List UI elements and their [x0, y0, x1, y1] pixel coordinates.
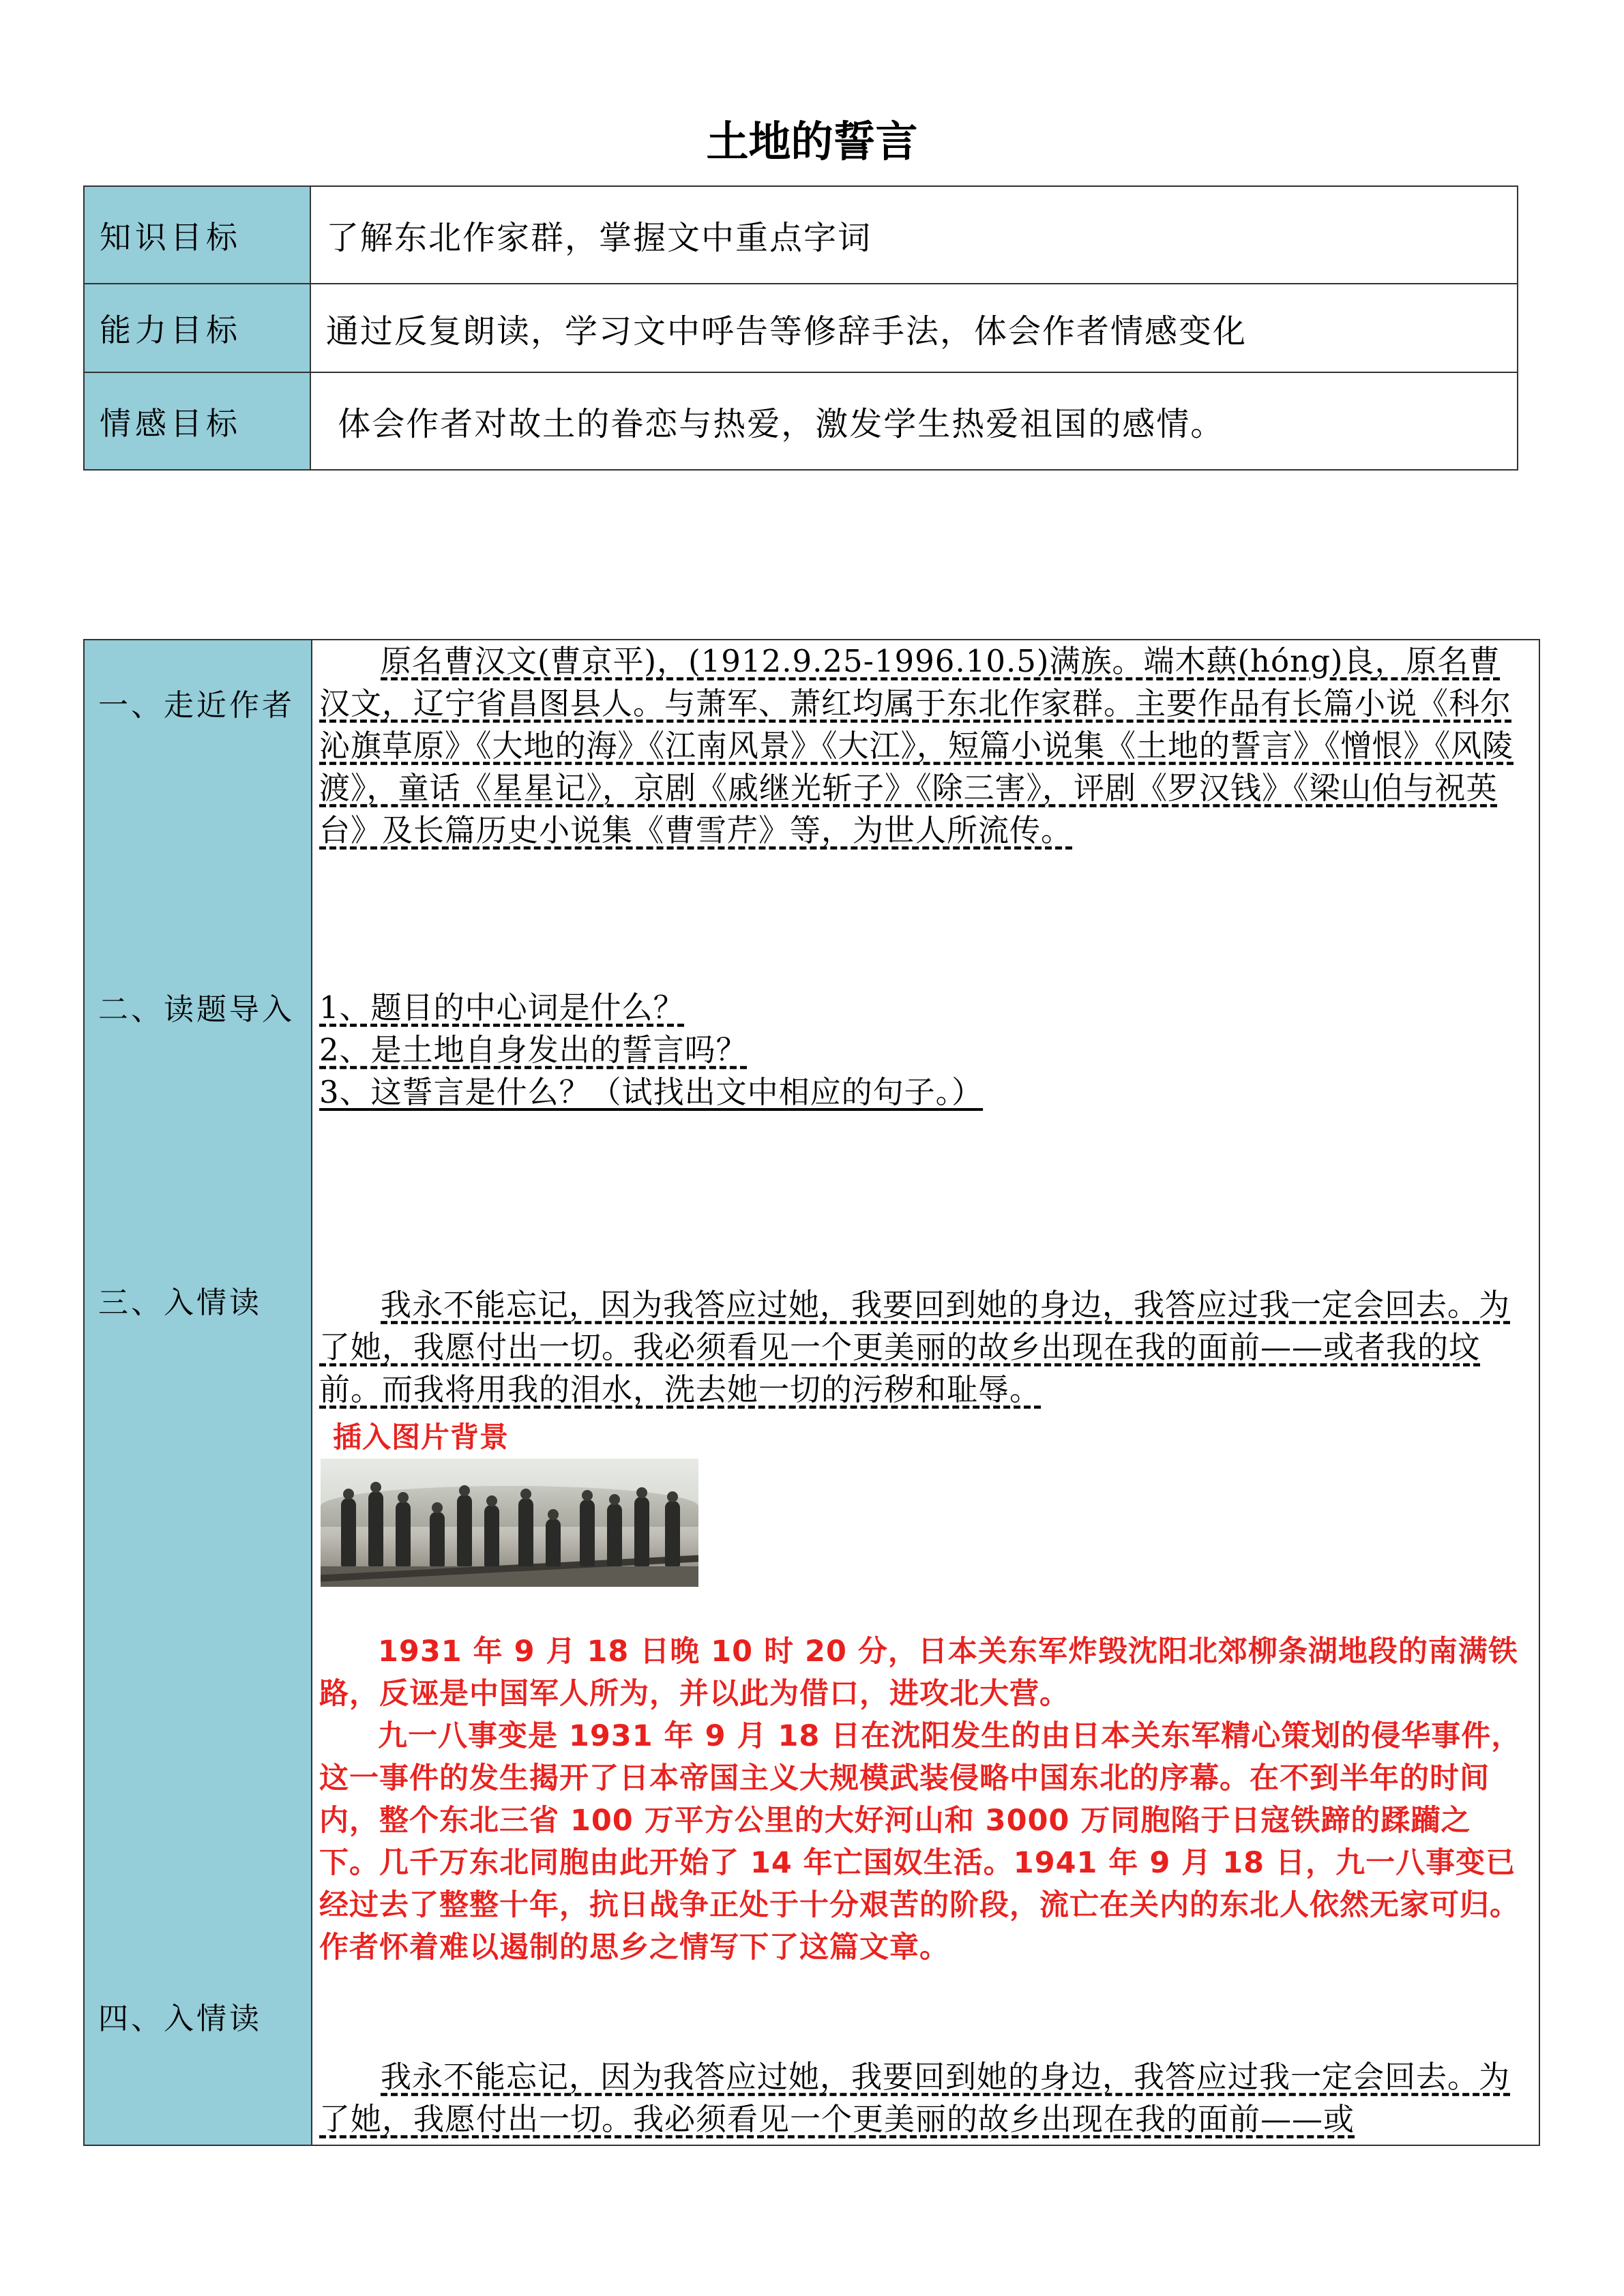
question-3: 3、这誓言是什么？（试找出文中相应的句子。） [319, 1074, 984, 1110]
lesson-table [83, 639, 1540, 2146]
section-label-title-intro: 二、读题导入 [98, 992, 295, 1027]
objective-row-emotion [85, 373, 1517, 469]
objectives-table [83, 185, 1518, 471]
history-paragraph-1: 1931 年 9 月 18 日晚 10 时 20 分，日本关东军炸毁沈阳北郊柳条湖地段的南满铁路，反诬是中国军人所为，并以此为借口，进攻北大营。 [319, 1635, 1518, 1711]
objective-label: 情感目标 [85, 373, 311, 469]
objective-label: 能力目标 [85, 284, 311, 372]
oath-quote-span: 我永不能忘记，因为我答应过她，我要回到她的身边，我答应过我一定会回去。为了她，我愿付出一切。我必须看见一个更美丽的故乡出现在我的面前——或者我的坟前。而我将用我的泪水，洗去她一切的污秽和耻辱。 [319, 1287, 1511, 1407]
oath-quote-repeat [319, 2056, 1526, 2141]
section-label-column [85, 640, 312, 2145]
page-title: 土地的誓言 [706, 117, 918, 166]
question-1: 1、题目的中心词是什么？ [319, 989, 685, 1026]
section-label-reading-2: 四、入情读 [98, 2001, 262, 2036]
section-content-column [312, 640, 1539, 2145]
historical-photo [321, 1459, 698, 1587]
objective-text: 通过反复朗读，学习文中呼告等修辞手法，体会作者情感变化 [326, 312, 1247, 351]
objective-text: 了解东北作家群，掌握文中重点字词 [326, 219, 872, 257]
section-label-author: 一、走近作者 [98, 688, 295, 723]
author-intro-text [319, 640, 1526, 852]
objective-row-ability [85, 284, 1517, 373]
objective-label: 知识目标 [85, 187, 311, 283]
oath-quote-repeat-span: 我永不能忘记，因为我答应过她，我要回到她的身边，我答应过我一定会回去。为了她，我愿付出一切。我必须看见一个更美丽的故乡出现在我的面前——或 [319, 2059, 1511, 2137]
objective-row-knowledge [85, 187, 1517, 284]
history-background [319, 1630, 1526, 1969]
question-2: 2、是土地自身发出的誓言吗？ [319, 1032, 748, 1068]
oath-quote [319, 1284, 1526, 1411]
insert-image-label: 插入图片背景 [333, 1420, 510, 1454]
history-paragraph-2: 九一八事变是 1931 年 9 月 18 日在沈阳发生的由日本关东军精心策划的侵华事件，这一事件的发生揭开了日本帝国主义大规模武装侵略中国东北的序幕。在不到半年的时间内，整个东北三省 100 万平方公里的大好河山和 3000 万同胞陷于日寇铁蹄的蹂躏之下。几千万东北同胞由此开始了 14 年亡国奴生活。1941 年 9 月 18 日，九一八事变已经过去了整整十年，抗日战争正处于十分艰苦的阶段，流亡在关内的东北人依然无家可归。作者怀着难以遏制的思乡之情写下了这篇文章。 [319, 1719, 1522, 1965]
title-questions [319, 987, 1526, 1114]
author-intro-span: 原名曹汉文(曹京平)，(1912.9.25-1996.10.5)满族。端木蕻(hóng)良，原名曹汉文，辽宁省昌图县人。与萧军、萧红均属于东北作家群。主要作品有长篇小说《科尔沁旗草原》《大地的海》《江南风景》《大江》，短篇小说集《土地的誓言》《憎恨》《风陵渡》，童话《星星记》，京剧《戚继光斩子》《除三害》，评剧《罗汉钱》《梁山伯与祝英台》及长篇历史小说集《曹雪芹》等，为世人所流传。 [319, 643, 1514, 848]
objective-text: 体会作者对故土的眷恋与热爱，激发学生热爱祖国的感情。 [326, 405, 1225, 443]
section-label-reading-1: 三、入情读 [98, 1285, 262, 1320]
